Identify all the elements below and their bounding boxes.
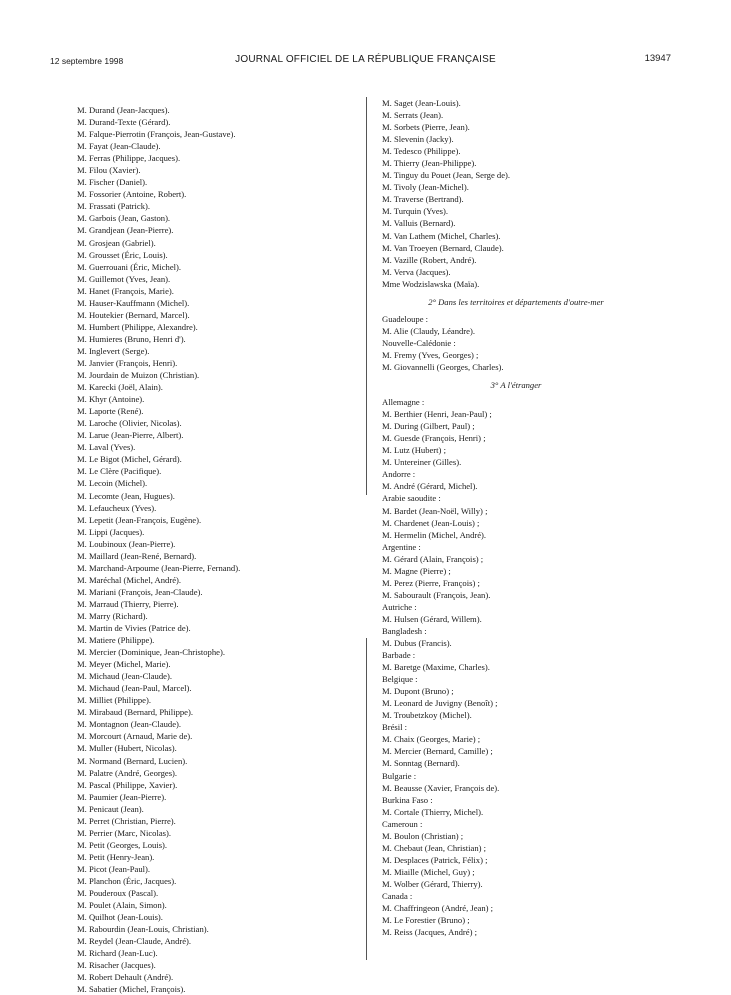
list-item: M. Reiss (Jacques, André) ; [382,927,477,938]
list-item: M. Falque-Pierrotin (François, Jean-Gustave). [77,129,236,140]
list-item: M. Morcourt (Arnaud, Marie de). [77,731,193,742]
list-item: M. Houtekier (Bernard, Marcel). [77,309,190,320]
list-item: Andorre : [382,469,416,480]
header-date: 12 septembre 1998 [50,56,124,66]
list-item: M. Grosjean (Gabriel). [77,237,156,248]
list-item: M. Thierry (Jean-Philippe). [382,158,477,169]
list-item: M. Verva (Jacques). [382,266,451,277]
section-etranger-list [382,396,642,938]
list-item: M. Jourdain de Muizon (Christian). [77,370,200,381]
list-item: M. Risacher (Jacques). [77,960,156,971]
list-item: M. Milliet (Philippe). [77,695,151,706]
list-item: M. Quilhot (Jean-Louis). [77,912,163,923]
list-item: M. Fossorier (Antoine, Robert). [77,189,187,200]
list-item: M. Hulsen (Gérard, Willem). [382,613,482,624]
list-item: M. Berthier (Henri, Jean-Paul) ; [382,409,492,420]
list-item: M. Picot (Jean-Paul). [77,863,151,874]
list-item: M. Karecki (Joël, Alain). [77,382,163,393]
list-item: M. André (Gérard, Michel). [382,481,478,492]
list-item: M. Hermelin (Michel, André). [382,529,487,540]
list-item: M. Grandjean (Jean-Pierre). [77,225,174,236]
list-item: M. Marchand-Arpoume (Jean-Pierre, Fernand). [77,562,241,573]
list-item: M. Petit (Henry-Jean). [77,851,155,862]
list-item: M. Montagnon (Jean-Claude). [77,719,182,730]
list-item: M. Beausse (Xavier, François de). [382,782,500,793]
list-item: Belgique : [382,674,418,685]
list-item: M. Valluis (Bernard). [382,218,456,229]
list-item: Guadeloupe : [382,313,429,324]
list-item: M. Michaud (Jean-Claude). [77,671,172,682]
section-outre-mer-list [382,313,642,373]
list-item: M. Frassati (Patrick). [77,201,151,212]
list-item: M. Chebaut (Jean, Christian) ; [382,842,487,853]
list-item: M. Lepetit (Jean-François, Eugène). [77,514,202,525]
list-item: M. Meyer (Michel, Marie). [77,659,171,670]
list-item: M. Traverse (Bertrand). [382,194,464,205]
list-item: M. Petit (Georges, Louis). [77,839,168,850]
list-item: M. Desplaces (Patrick, Félix) ; [382,854,488,865]
list-item: M. Fayat (Jean-Claude). [77,141,161,152]
list-item: M. Chaffringeon (André, Jean) ; [382,903,494,914]
list-item: M. Humieres (Bruno, Henri d'). [77,333,186,344]
list-item: M. Tivoly (Jean-Michel). [382,182,469,193]
list-item: M. Richard (Jean-Luc). [77,948,158,959]
list-item: Mme Wodzislawska (Maïa). [382,278,480,289]
list-item: M. Dupont (Bruno) ; [382,686,454,697]
list-item: M. Magne (Pierre) ; [382,565,451,576]
list-item: M. Pascal (Philippe, Xavier). [77,779,178,790]
list-item: M. Guerrouani (Éric, Michel). [77,261,182,272]
list-item: M. Miaille (Michel, Guy) ; [382,866,475,877]
list-item: M. Perez (Pierre, François) ; [382,577,480,588]
list-item: M. Van Troeyen (Bernard, Claude). [382,242,504,253]
header-title: JOURNAL OFFICIEL DE LA RÉPUBLIQUE FRANÇAISE [235,54,496,65]
list-item: Autriche : [382,601,417,612]
list-item: M. Mercier (Bernard, Camille) ; [382,746,493,757]
list-item: M. Perret (Christian, Pierre). [77,815,176,826]
list-item: M. Dubus (Francis). [382,638,452,649]
list-item: M. Planchon (Éric, Jacques). [77,876,177,886]
list-item: M. Sabatier (Michel, François). [77,984,186,995]
list-item: M. Giovannelli (Georges, Charles). [382,361,504,372]
list-item: M. Laval (Yves). [77,442,136,453]
list-item: M. During (Gilbert, Paul) ; [382,421,475,432]
list-item: M. Poulet (Alain, Simon). [77,900,167,911]
list-item: M. Michaud (Jean-Paul, Marcel). [77,683,192,694]
list-item: M. Pouderoux (Pascal). [77,888,159,899]
list-item: Arabie saoudite : [382,493,441,504]
list-item: M. Reydel (Jean-Claude, André). [77,936,192,947]
list-item: Argentine : [382,541,421,552]
list-item: M. Palatre (André, Georges). [77,767,178,778]
list-item: M. Martin de Vivies (Patrice de). [77,623,191,634]
list-item: M. Marry (Richard). [77,610,148,621]
right-column [382,97,642,938]
list-item: M. Troubetzkoy (Michel). [382,710,472,721]
list-item: M. Loubinoux (Jean-Pierre). [77,538,176,549]
list-item: M. Ferras (Philippe, Jacques). [77,153,181,164]
left-column [77,104,357,995]
list-item: M. Durand-Texte (Gérard). [77,117,171,128]
list-item: M. Janvier (François, Henri). [77,357,178,368]
list-item: M. Tedesco (Philippe). [382,146,461,157]
list-item: M. Guillemot (Yves, Jean). [77,273,171,284]
list-item: M. Muller (Hubert, Nicolas). [77,743,177,754]
list-item: M. Normand (Bernard, Lucien). [77,755,188,766]
page-header [0,0,731,70]
list-item: M. Saget (Jean-Louis). [382,98,461,108]
list-item: M. Khyr (Antoine). [77,394,145,405]
list-item: M. Humbert (Philippe, Alexandre). [77,321,198,332]
list-item: M. Paumier (Jean-Pierre). [77,791,167,802]
list-item: M. Grousset (Éric, Louis). [77,249,168,260]
list-item: M. Marraud (Thierry, Pierre). [77,598,179,609]
list-item: M. Maillard (Jean-René, Bernard). [77,550,197,561]
list-item: Allemagne : [382,397,425,408]
list-item: M. Le Forestier (Bruno) ; [382,915,470,926]
list-item: M. Chardenet (Jean-Louis) ; [382,517,480,528]
list-item: M. Mirabaud (Bernard, Philippe). [77,707,193,718]
list-item: M. Penicaut (Jean). [77,803,144,814]
column-divider [366,638,367,960]
list-item: M. Slevenin (Jacky). [382,134,454,145]
list-item: M. Serrats (Jean). [382,110,444,121]
list-item: M. Chaix (Georges, Marie) ; [382,734,481,745]
list-item: M. Cortale (Thierry, Michel). [382,806,484,817]
list-item: M. Laporte (René). [77,406,144,417]
list-item: M. Sorbets (Pierre, Jean). [382,122,470,133]
list-item: M. Wolber (Gérard, Thierry). [382,878,483,889]
list-item: M. Le Bigot (Michel, Gérard). [77,454,182,465]
list-item: M. Untereiner (Gilles). [382,457,462,468]
list-item: Burkina Faso : [382,794,433,805]
list-item: M. Baretge (Maxime, Charles). [382,662,490,673]
list-item: M. Filou (Xavier). [77,165,141,176]
list-item: M. Matiere (Philippe). [77,635,155,646]
list-item: Nouvelle-Calédonie : [382,337,456,348]
list-item: M. Guesde (François, Henri) ; [382,433,486,444]
list-item: M. Maréchal (Michel, André). [77,574,182,585]
list-item: M. Lecomte (Jean, Hugues). [77,490,175,501]
list-item: M. Hanet (François, Marie). [77,285,174,296]
list-item: M. Alie (Claudy, Léandre). [382,325,475,336]
list-item: M. Laroche (Olivier, Nicolas). [77,418,182,429]
list-item: Canada : [382,891,413,901]
list-item: M. Inglevert (Serge). [77,345,150,356]
list-item: Bulgarie : [382,770,417,781]
list-item: Cameroun : [382,818,423,829]
list-item: Bangladesh : [382,625,427,636]
right-column-list [382,97,642,290]
list-item: M. Lecoin (Michel). [77,478,148,489]
list-item: M. Rabourdin (Jean-Louis, Christian). [77,924,209,935]
list-item: M. Larue (Jean-Pierre, Albert). [77,430,184,441]
list-item: M. Robert Dehault (André). [77,972,174,983]
list-item: M. Fremy (Yves, Georges) ; [382,349,479,360]
section-title-etranger: 3° A l'étranger [490,380,542,391]
list-item: M. Leonard de Juvigny (Benoît) ; [382,698,498,709]
list-item: M. Garbois (Jean, Gaston). [77,213,171,224]
list-item: M. Tinguy du Pouet (Jean, Serge de). [382,170,511,181]
list-item: M. Mercier (Dominique, Jean-Christophe). [77,647,225,658]
list-item: M. Lefaucheux (Yves). [77,502,157,513]
list-item: M. Turquin (Yves). [382,206,448,217]
column-divider [366,97,367,495]
list-item: M. Sabourault (François, Jean). [382,589,491,600]
list-item: M. Van Lathem (Michel, Charles). [382,230,501,241]
list-item: M. Fischer (Daniel). [77,177,148,188]
list-item: M. Perrier (Marc, Nicolas). [77,827,172,838]
list-item: M. Durand (Jean-Jacques). [77,105,170,115]
list-item: M. Bardet (Jean-Noël, Willy) ; [382,505,488,516]
section-title-outre-mer: 2° Dans les territoires et départements d'outre-mer [428,296,604,307]
list-item: Barbade : [382,650,416,661]
list-item: M. Mariani (François, Jean-Claude). [77,586,203,597]
list-item: Brésil : [382,722,408,733]
list-item: M. Vazille (Robert, André). [382,254,477,265]
list-item: M. Lutz (Hubert) ; [382,445,446,456]
list-item: M. Lippi (Jacques). [77,526,145,537]
list-item: M. Boulon (Christian) ; [382,830,464,841]
list-item: M. Hauser-Kauffmann (Michel). [77,297,190,308]
list-item: M. Gérard (Alain, François) ; [382,553,484,564]
list-item: M. Sonntag (Bernard). [382,758,460,769]
page-number: 13947 [644,53,671,64]
list-item: M. Le Clère (Pacifique). [77,466,162,477]
